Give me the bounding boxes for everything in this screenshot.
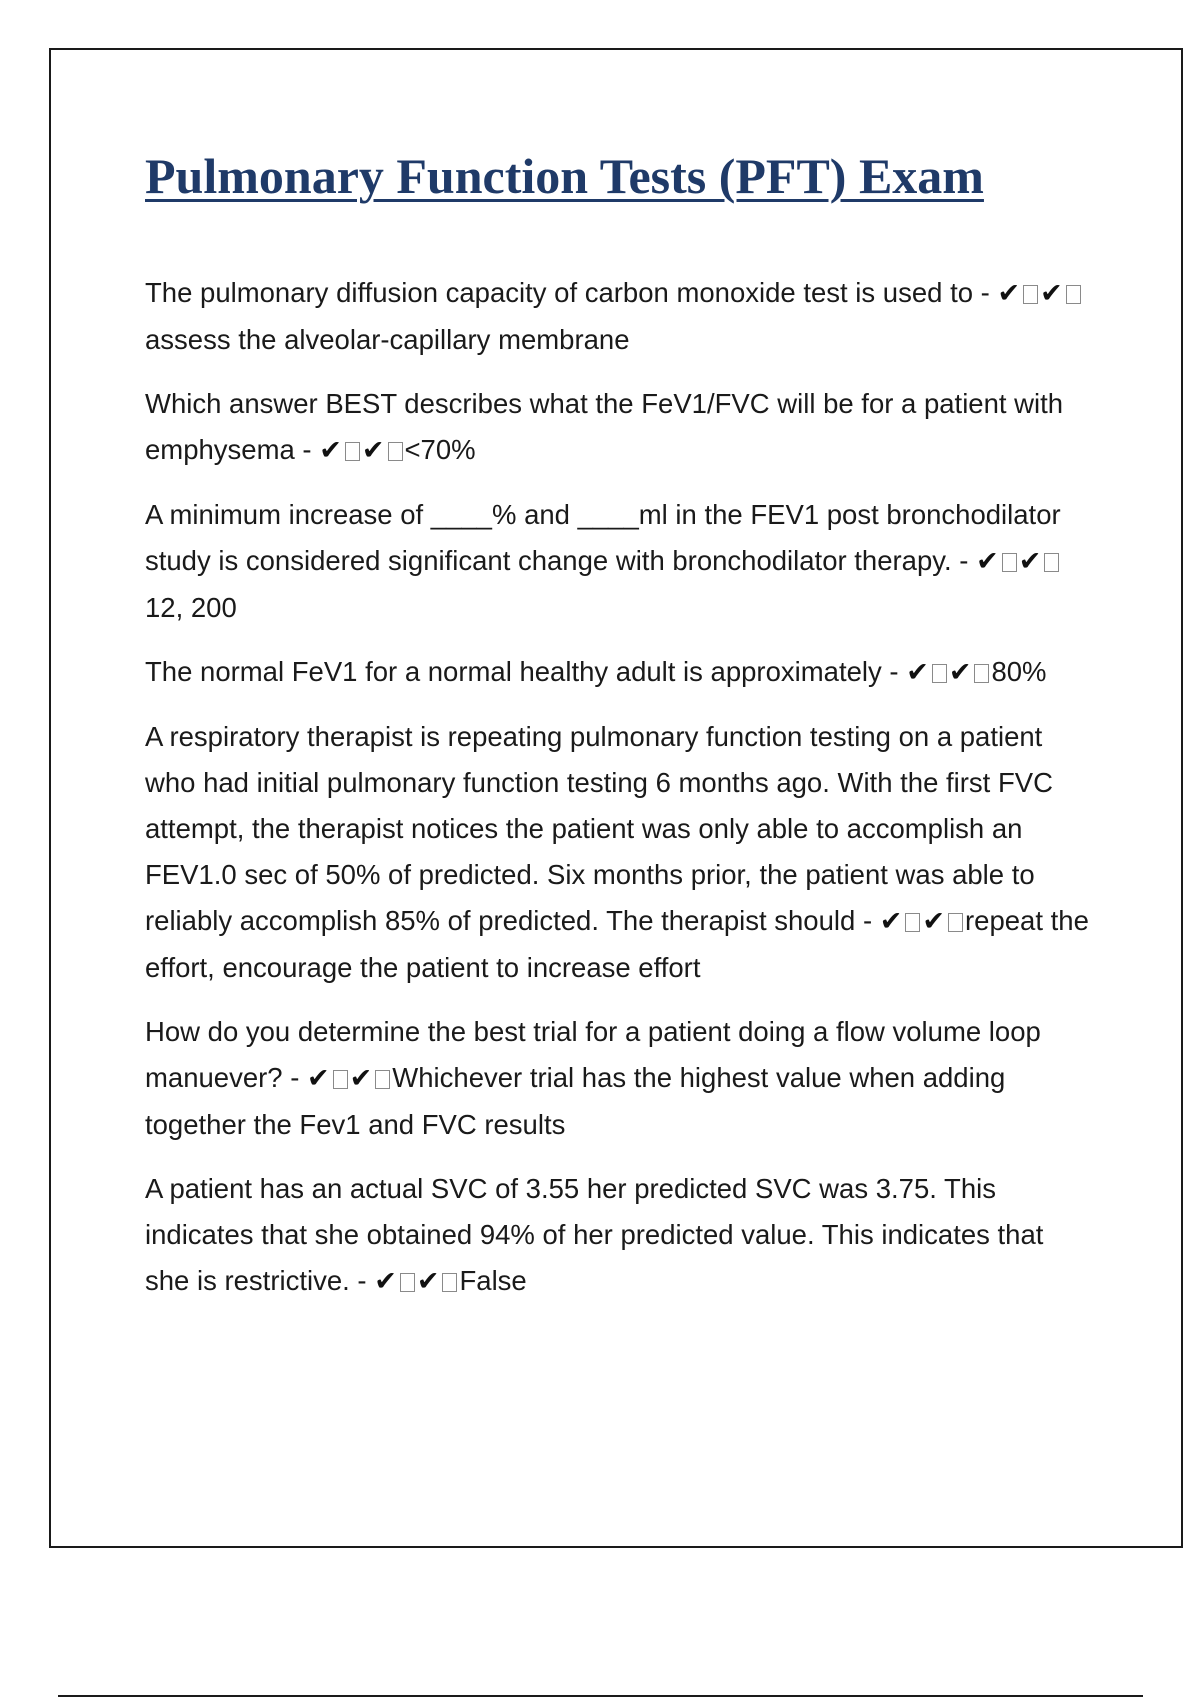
check-icon: ✔ xyxy=(319,435,342,466)
question-text: A patient has an actual SVC of 3.55 her predicted SVC was 3.75. This indicates that she obtained 94% of her predicted value. This indicates that she is restrictive. xyxy=(145,1173,1044,1296)
check-icon: ✔ xyxy=(948,657,972,688)
question-text: The normal FeV1 for a normal healthy adult is approximately xyxy=(145,656,882,687)
qa-item xyxy=(145,714,1095,991)
question-separator: - xyxy=(881,656,907,687)
missing-glyph-box-icon xyxy=(1044,553,1059,572)
qa-item xyxy=(145,1009,1095,1148)
question-text: The pulmonary diffusion capacity of carbon monoxide test is used to xyxy=(145,277,974,308)
question-text: A minimum increase of ____% and ____ml in the FEV1 post bronchodilator study is considered significant change with bronchodilator therapy. xyxy=(145,499,1061,576)
check-icon: ✔ xyxy=(1018,546,1042,577)
missing-glyph-box-icon xyxy=(1023,285,1038,304)
check-icon: ✔ xyxy=(997,278,1021,309)
question-text: A respiratory therapist is repeating pulmonary function testing on a patient who had initial pulmonary function testing 6 months ago. With the first FVC attempt, the therapist notices the patient was only able to accomplish an FEV1.0 sec of 50% of predicted. Six months prior, the patient was able to reliably accomplish 85% of predicted. The therapist should xyxy=(145,721,1053,936)
answer-text: 12, 200 xyxy=(145,592,237,623)
missing-glyph-box-icon xyxy=(974,664,989,683)
page-title: Pulmonary Function Tests (PFT) Exam xyxy=(145,148,984,204)
check-icon: ✔ xyxy=(361,435,385,466)
qa-item xyxy=(145,492,1095,631)
check-icon: ✔ xyxy=(374,1266,397,1297)
check-icon: ✔ xyxy=(1040,278,1063,309)
answer-text: Whichever trial has the highest value when adding together the Fev1 and FVC results xyxy=(145,1062,1006,1140)
check-icon: ✔ xyxy=(976,546,999,577)
qa-item xyxy=(145,270,1095,363)
check-icon: ✔ xyxy=(906,657,929,688)
answer-text: <70% xyxy=(404,434,476,465)
qa-item xyxy=(145,381,1095,474)
missing-glyph-box-icon xyxy=(375,1070,390,1089)
question-separator: - xyxy=(951,545,977,576)
question-separator: - xyxy=(349,1265,375,1296)
missing-glyph-box-icon xyxy=(1002,553,1017,572)
missing-glyph-box-icon xyxy=(333,1070,348,1089)
bottom-divider xyxy=(58,1695,1143,1697)
question-separator: - xyxy=(973,277,998,308)
missing-glyph-box-icon xyxy=(932,664,947,683)
missing-glyph-box-icon xyxy=(905,913,920,932)
qa-list xyxy=(145,270,1095,1323)
question-separator: - xyxy=(855,905,880,936)
missing-glyph-box-icon xyxy=(388,442,403,461)
check-icon: ✔ xyxy=(416,1266,440,1297)
check-icon: ✔ xyxy=(307,1063,330,1094)
answer-text: False xyxy=(459,1265,527,1296)
missing-glyph-box-icon xyxy=(1066,285,1081,304)
question-separator: - xyxy=(282,1062,308,1093)
missing-glyph-box-icon xyxy=(948,913,963,932)
check-icon: ✔ xyxy=(922,906,946,937)
question-text: Which answer BEST describes what the FeV1/FVC will be for a patient with emphysema xyxy=(145,388,1064,465)
qa-item xyxy=(145,1166,1095,1305)
missing-glyph-box-icon xyxy=(345,442,360,461)
question-separator: - xyxy=(294,434,320,465)
question-text: How do you determine the best trial for a patient doing a flow volume loop manuever? xyxy=(145,1016,1041,1093)
missing-glyph-box-icon xyxy=(400,1273,415,1292)
check-icon: ✔ xyxy=(879,906,903,937)
check-icon: ✔ xyxy=(349,1063,373,1094)
qa-item xyxy=(145,649,1095,696)
answer-text: 80% xyxy=(991,656,1047,687)
missing-glyph-box-icon xyxy=(442,1273,457,1292)
answer-text: assess the alveolar-capillary membrane xyxy=(145,324,630,355)
answer-text: repeat the effort, encourage the patient to increase effort xyxy=(145,905,1089,983)
